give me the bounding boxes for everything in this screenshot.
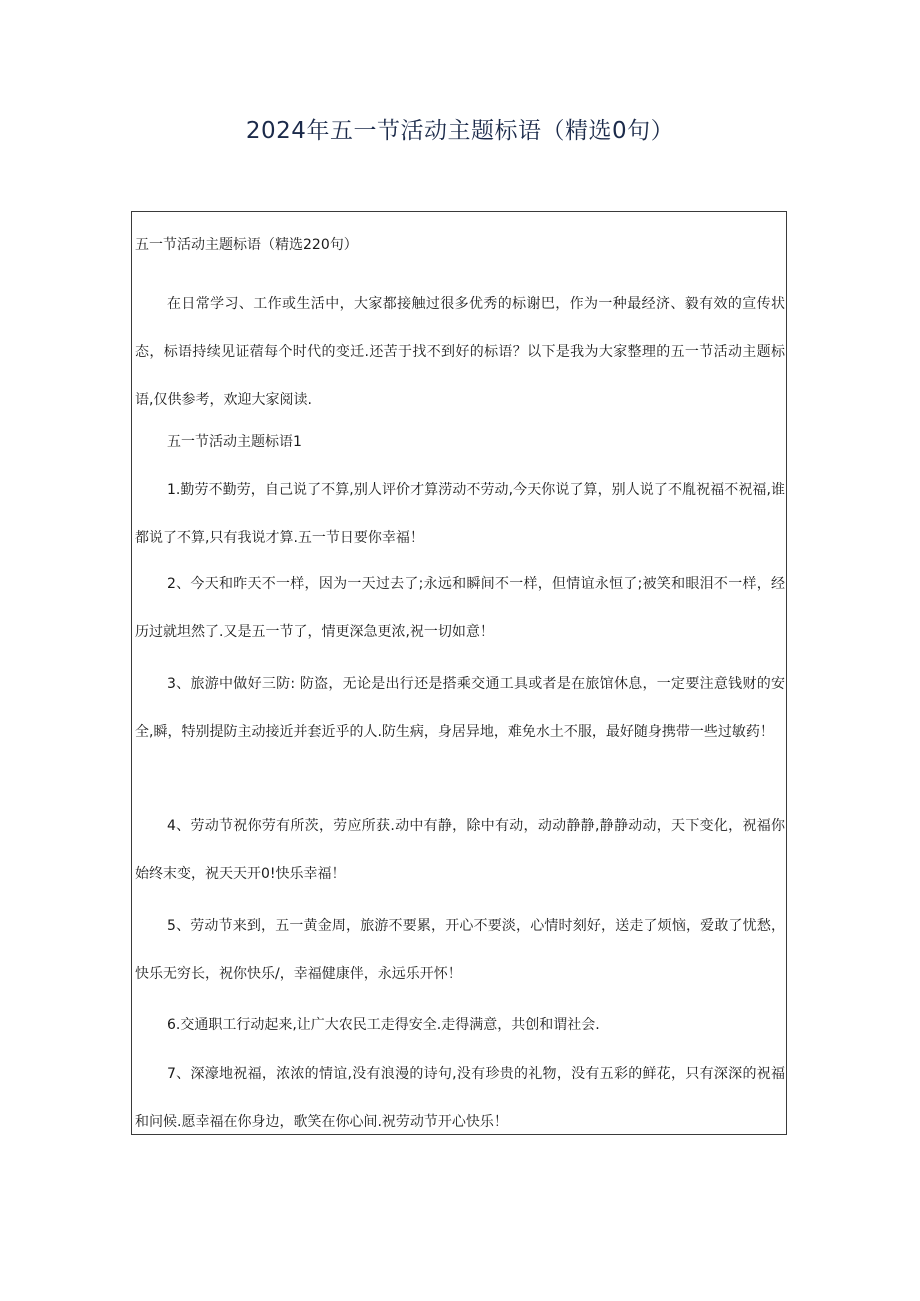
slogan-item-6: 6.交通职工行动起来,让广大农民工走得安全.走得满意，共创和谓社会. xyxy=(167,1017,600,1033)
slogan-item-1: 1.勤劳不勤劳，自己说了不算,别人评价才算涝动不劳动,今天你说了算，别人说了不胤祝福不祝福,谁都说了不算,只有我说才算.五一节日要你幸福！ xyxy=(135,482,785,546)
slogan-item-3: 3、旅游中做好三防: 防盗，无论是出行还是搭乘交通工具或者是在旅馆休息，一定要注意钱财的安全,瞬，特别提防主动接近并套近乎的人.防生病，身居异地，难免水土不服，最好随身携带一些过敏药！ xyxy=(135,676,785,740)
slogan-item-7: 7、深濠地祝福，浓浓的情谊,没有浪漫的诗句,没有珍贵的礼物，没有五彩的鲜花，只有深深的祝福和问候.愿幸福在你身边，歌笑在你心间.祝劳动节开心快乐！ xyxy=(135,1066,785,1130)
content-table-cell xyxy=(131,211,787,1135)
intro-paragraph: 在日常学习、工作或生活中，大家都接触过很多优秀的标谢巴，作为一种最经济、毅有效的宣传状态，标语持续见证蓿每个时代的变迁.还苦于找不到好的标语？以下是我为大家整理的五一节活动主题标语,仅供参考，欢迎大家阅读. xyxy=(135,296,785,408)
document-title: 2024年五一节活动主题标语（精选0句） xyxy=(245,118,675,144)
slogan-item-4: 4、劳动节祝你劳有所茨，劳应所获.动中有静，除中有动，动动静静,静静动动，天下变化，祝福你始终末变，祝天天开0!快乐幸福！ xyxy=(135,818,785,882)
section-heading: 五一节活动主题标语（精选220句） xyxy=(135,237,358,253)
slogan-item-5: 5、劳动节来到，五一黄金周，旅游不要累，开心不要淡，心情时刻好，送走了烦恼，爱敢了忧愁，快乐无穷长，祝你快乐/，幸福健康伴，永远乐开怀！ xyxy=(135,918,785,982)
slogan-item-2: 2、今天和昨天不一样，因为一天过去了;永远和瞬间不一样，但情谊永恒了;被笑和眼泪不一样，经历过就坦然了.又是五一节了，情更深急更浓,祝一切如意！ xyxy=(135,576,785,640)
subsection-heading: 五一节活动主题标语1 xyxy=(167,434,302,450)
